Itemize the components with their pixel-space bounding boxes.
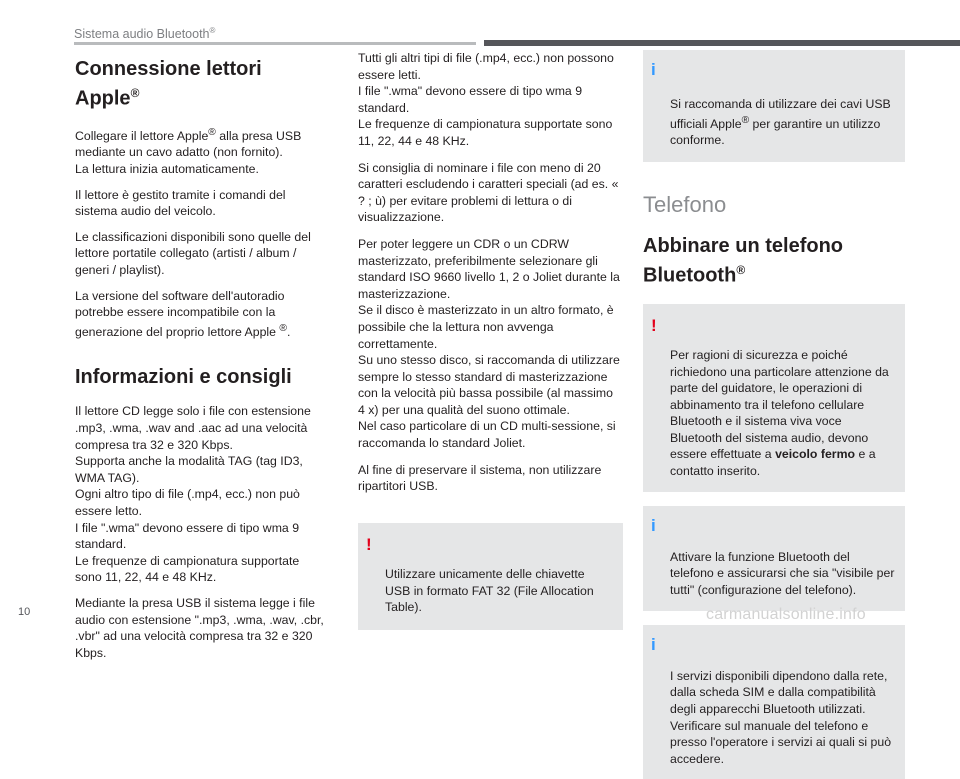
warning-icon: ! [366, 534, 372, 554]
info-text: I servizi disponibili dipendono dalla rete, dalla scheda SIM e dalla compatibilità degli apparecchi Bluetooth utilizzati. Verificare sul manuale del telefono e presso l'operatore i servizi ai quali si può accedere. [670, 668, 892, 766]
paragraph-cd-formats: Il lettore CD legge solo i file con estensione .mp3, .wma, .wav and .aac ad una velocità compresa tra 32 e 320 Kbps. Supporta anche la modalità TAG (tag ID3, WMA TAG). Ogni altro tipo di file (.mp4, ecc.) non può essere letto. I file ".wma" devono essere di tipo wma 9 standard. Le frequenze di campionatura supportate sono 11, 22, 44 e 48 KHz. [75, 404, 311, 585]
header-rule-light [74, 42, 476, 45]
column-right [643, 50, 905, 779]
info-box-apple-cables [643, 50, 905, 162]
watermark: carmanualsonline.info [706, 606, 866, 623]
paragraph-file-naming: Si consiglia di nominare i file con meno di 20 caratteri escludendo i caratteri speciali (ad es. « ? ; ù) per evitare problemi di lettura o di visualizzazione. [358, 160, 619, 225]
info-icon: i [651, 634, 656, 654]
registered-mark: ® [209, 26, 216, 35]
text-fragment: per garantire un utilizzo conforme. [670, 116, 881, 148]
section-title-telephone: Telefono [643, 192, 727, 218]
warning-text: Utilizzare unicamente delle chiavette USB in formato FAT 32 (File Allocation Table). [385, 567, 594, 615]
paragraph-other-files: Tutti gli altri tipi di file (.mp4, ecc.) non possono essere letti. I file ".wma" devono essere di tipo wma 9 standard. Le frequenze di campionatura supportate sono 11, 22, 44 e 48 KHz. [358, 51, 614, 148]
info-box-available-services [643, 625, 905, 779]
info-text: Attivare la funzione Bluetooth del telefono e assicurarsi che sia "visibile per tutti" (configurazione del telefono). [670, 549, 895, 598]
heading-apple-text: Connessione lettori Apple [75, 58, 262, 110]
paragraph-controls: Il lettore è gestito tramite i comandi del sistema audio del veicolo. [75, 187, 286, 219]
paragraph-classifications: Le classificazioni disponibili sono quelle del lettore portatile collegato (artisti / album / generi / playlist). [75, 229, 311, 277]
heading-apple-connection [75, 57, 325, 111]
text-fragment: . [286, 324, 291, 339]
info-icon: i [651, 515, 656, 535]
warning-box-usb-format [358, 523, 623, 630]
registered-mark: ® [130, 86, 140, 100]
emphasis-vehicle-stopped: veicolo fermo [775, 447, 856, 462]
warning-icon: ! [651, 315, 657, 335]
column-middle [358, 50, 623, 630]
paragraph-usb-formats: Mediante la presa USB il sistema legge i file audio con estensione ".mp3, .wma, .wav, .cbr, .vbr" ad una velocità compresa tra 32 e 320 Kbps. [75, 595, 324, 660]
heading-info-tips: Informazioni e consigli [75, 366, 292, 389]
text-fragment: Collegare il lettore Apple [75, 128, 209, 143]
registered-mark: ® [208, 126, 216, 138]
registered-mark: ® [741, 114, 750, 126]
header-rule-dark [484, 40, 960, 46]
paragraph-usb-splitters: Al fine di preservare il sistema, non utilizzare ripartitori USB. [358, 462, 602, 494]
paragraph-usb-connection [75, 125, 325, 178]
info-icon: i [651, 60, 656, 79]
paragraph-software-version [75, 288, 325, 341]
registered-mark: ® [736, 263, 746, 278]
text-fragment: alla presa USB mediante un cavo adatto (non fornito). La lettura inizia automaticamente. [75, 128, 302, 176]
heading-pair-text: Abbinare un telefono Bluetooth [643, 235, 843, 287]
heading-pair-phone [643, 234, 905, 288]
column-left [75, 50, 325, 670]
text-fragment: e a contatto inserito. [670, 447, 876, 479]
paragraph-cdr-burning: Per poter leggere un CDR o un CDRW masterizzato, preferibilmente selezionare gli standard ISO 9660 livello 1, 2 o Joliet durante la masterizzazione. Se il disco è masterizzato in un altro formato, è possibile che la lettura non avvenga correttamente. Su uno stesso disco, si raccomanda di utilizzare sempre lo stesso standard di masterizzazione con la velocità più bassa possibile (al massimo 4 x) per una qualità del suono ottimale. Nel caso particolare di un CD multi-sessione, si raccomanda lo standard Joliet. [358, 236, 620, 451]
text-fragment: Per ragioni di sicurezza e poiché richiedono una particolare attenzione da parte del guidatore, le operazioni di abbinamento tra il telefono cellulare Bluetooth e il sistema viva voce Bluetooth del sistema audio, devono essere effettuate a [670, 347, 889, 462]
registered-mark: ® [279, 322, 287, 334]
warning-box-pairing-safety [643, 304, 905, 492]
text-fragment: Si raccomanda di utilizzare dei cavi USB ufficiali Apple [670, 97, 891, 131]
info-box-activate-bluetooth [643, 506, 905, 611]
running-header-text: Sistema audio Bluetooth [74, 27, 210, 42]
text-fragment: La versione del software dell'autoradio potrebbe essere incompatibile con la generazione del proprio lettore Apple [75, 288, 285, 339]
running-header [74, 26, 215, 41]
page-number: 10 [18, 606, 31, 618]
